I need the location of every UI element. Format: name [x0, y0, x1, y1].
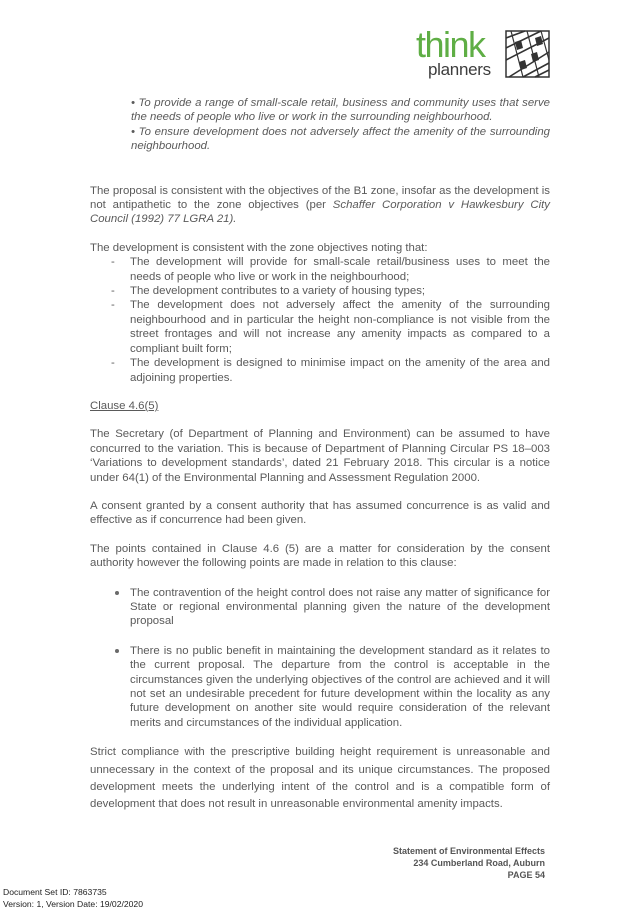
list-item — [90, 298, 550, 356]
zone-objectives — [90, 96, 550, 154]
list-item-text: The development contributes to a variety of housing types; — [130, 285, 426, 298]
objective-item: • To provide a range of small-scale retail, business and community uses that serve the needs of people who live or work in the surrounding neighbourhood. — [131, 97, 550, 124]
logo-planners-text: planners — [428, 60, 491, 79]
list-item-text: There is no public benefit in maintaining the development standard as it relates to the current proposal. The departure from the control is acceptable in the circumstances given the underlying objectives of the control are achieved and it will not set an undesirable precedent for future development within the locality as any future development on another site would require consideration of the relevant merits and circumstances of the individual application. — [130, 644, 550, 729]
dash-marker: - — [111, 256, 115, 269]
bullet-list — [90, 586, 550, 731]
dash-marker: - — [111, 357, 115, 370]
dash-marker: - — [111, 285, 115, 298]
list-item — [90, 255, 550, 284]
strict-compliance-paragraph: Strict compliance with the prescriptive building height requirement is unreasonable and unnecessary in the context of the proposal and its unique circumstances. The proposed development meets the underlying intent of the control and is a compatible form of development that does not result in unreasonable environmental amenity impacts. — [90, 746, 550, 811]
version-line: Version: 1, Version Date: 19/02/2020 — [3, 899, 143, 909]
list-item-text: The development will provide for small-scale retail/business uses to meet the needs of people who live or work in the neighbourhood; — [130, 256, 550, 283]
clause-heading: Clause 4.6(5) — [90, 399, 159, 412]
list-item — [90, 284, 550, 298]
noting-intro: The development is consistent with the zone objectives noting that: — [90, 241, 428, 254]
consent-paragraph: A consent granted by a consent authority that has assumed concurrence is as valid and effective as if concurrence had been given. — [90, 499, 550, 527]
document-set-id — [3, 886, 143, 910]
page-footer — [393, 845, 545, 881]
footer-address: 234 Cumberland Road, Auburn — [413, 858, 545, 868]
dash-list — [90, 255, 550, 385]
consistency-paragraph — [90, 184, 550, 227]
logo-mark-icon — [505, 30, 550, 78]
secretary-paragraph: The Secretary (of Department of Planning and Environment) can be assumed to have concurred to the variation. This is because of Department of Planning Circular PS 18–003 ‘Variations to development standards’, dated 21 February 2018. This circular is a notice under 64(1) of the Environmental Planning and Assessment Regulation 2000. — [90, 428, 550, 484]
list-item-text: The development does not adversely affect the amenity of the surrounding neighbourhood and in particular the height non-compliance is not visible from the street frontages and will not increase any amenity impacts as compared to a compliant built form; — [130, 299, 550, 355]
list-item — [90, 356, 550, 385]
bullet-marker — [115, 591, 119, 595]
case-citation: Schaffer Corporation v Hawkesbury City Council (1992) 77 LGRA 21). — [90, 199, 550, 226]
doc-id-line: Document Set ID: 7863735 — [3, 887, 107, 897]
consistency-prefix: The proposal is consistent with the objectives of the B1 zone, insofar as the development is not antipathetic to the zone objectives (per — [90, 184, 550, 212]
think-planners-logo — [416, 24, 550, 80]
list-item-text: The development is designed to minimise impact on the amenity of the area and adjoining properties. — [130, 357, 550, 384]
points-paragraph: The points contained in Clause 4.6 (5) are a matter for consideration by the consent authority however the following points are made in relation to this clause: — [90, 542, 550, 570]
footer-title: Statement of Environmental Effects — [392, 846, 545, 856]
objective-item: • To ensure development does not adversely affect the amenity of the surrounding neighbourhood. — [131, 125, 550, 153]
bullet-marker — [115, 649, 119, 653]
list-item — [90, 586, 550, 629]
document-body — [90, 96, 550, 814]
logo-think-text: think — [416, 24, 485, 65]
page-number: PAGE 54 — [507, 870, 545, 880]
list-item-text: The contravention of the height control does not raise any matter of significance for State or regional environmental planning given the nature of the development proposal — [130, 586, 550, 628]
list-item — [90, 644, 550, 730]
dash-marker: - — [111, 299, 115, 312]
